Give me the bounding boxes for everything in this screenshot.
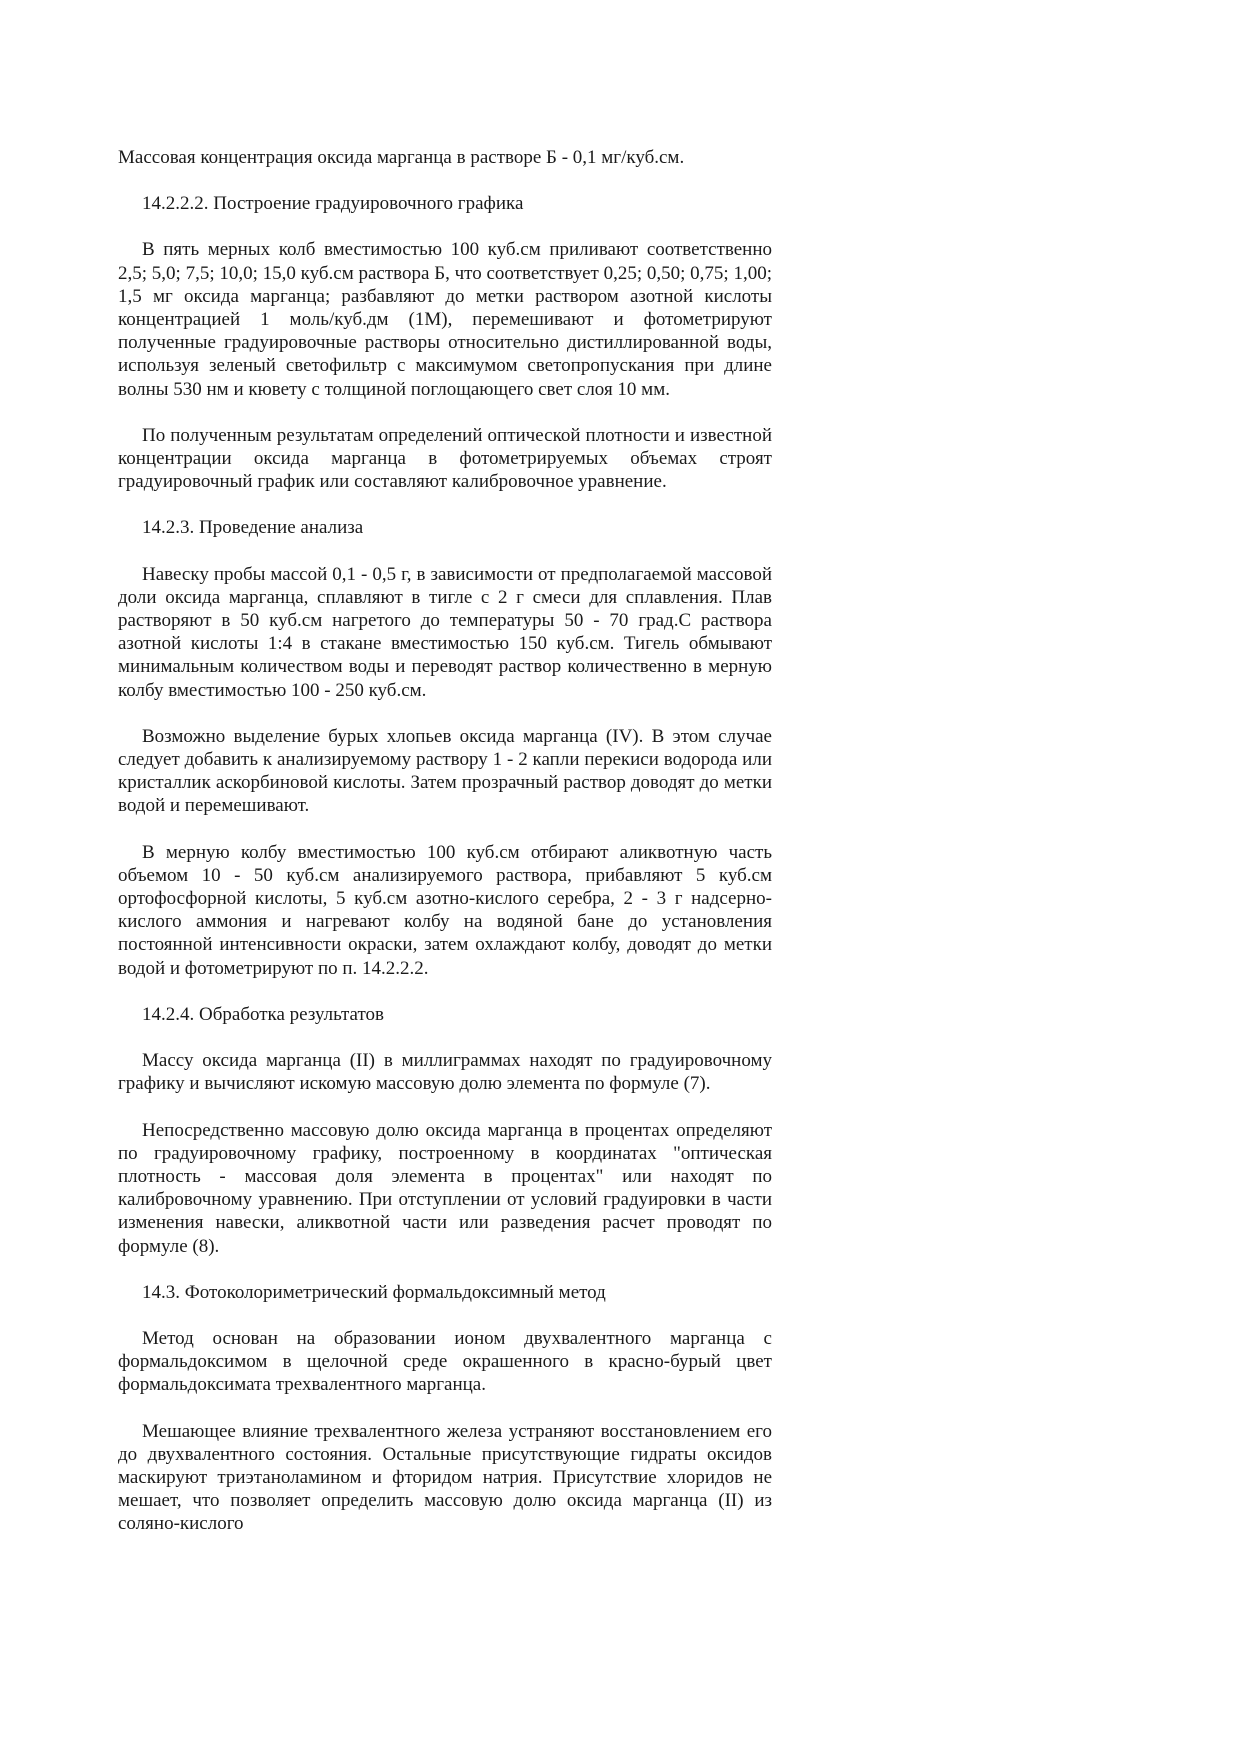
section-heading-14-2-2-2: 14.2.2.2. Построение градуировочного графика [142, 193, 524, 215]
paragraph-interference-removal: Мешающее влияние трехвалентного железа устраняют восстановлением его до двухвалентного состояния. Остальные присутствующие гидраты оксидов маскируют триэтаноламином и фторидом натрия. Присутствие хлоридов не мешает, что позволяет определить массовую долю оксида марганца (II) из соляно-кислого [118, 1420, 772, 1535]
section-heading-14-2-3: 14.2.3. Проведение анализа [142, 517, 364, 539]
document-page [118, 146, 772, 1559]
paragraph-calibration-graph: По полученным результатам определений оптической плотности и известной концентрации оксида марганца в фотометрируемых объемах строят градуировочный график или составляют калибровочное уравнение. [118, 424, 772, 493]
paragraph-direct-mass-fraction: Непосредственно массовую долю оксида марганца в процентах определяют по градуировочному графику, построенному в координатах "оптическая плотность - массовая доля элемента в процентах" или находят по калибровочному уравнению. При отступлении от условий градуировки в части изменения навески, аликвотной части или разведения расчет проводят по формуле (8). [118, 1119, 772, 1257]
paragraph-solution-concentration: Массовая концентрация оксида марганца в растворе Б - 0,1 мг/куб.см. [118, 147, 685, 168]
paragraph-method-principle: Метод основан на образовании ионом двухвалентного марганца с формальдоксимом в щелочной среде окрашенного в красно-бурый цвет формальдоксимата трехвалентного марганца. [118, 1327, 772, 1396]
paragraph-sample-fusion: Навеску пробы массой 0,1 - 0,5 г, в зависимости от предполагаемой массовой доли оксида марганца, сплавляют в тигле с 2 г смеси для сплавления. Плав растворяют в 50 куб.см нагретого до температуры 50 - 70 град.С раствора азотной кислоты 1:4 в стакане вместимостью 150 куб.см. Тигель обмывают минимальным количеством воды и переводят раствор количественно в мерную колбу вместимостью 100 - 250 куб.см. [118, 563, 772, 701]
section-heading-14-3: 14.3. Фотоколориметрический формальдоксимный метод [142, 1281, 606, 1303]
paragraph-aliquot-procedure: В мерную колбу вместимостью 100 куб.см отбирают аликвотную часть объемом 10 - 50 куб.см анализируемого раствора, прибавляют 5 куб.см ортофосфорной кислоты, 5 куб.см азотно-кислого серебра, 2 - 3 г надсерно-кислого аммония и нагревают колбу на водяной бане до установления постоянной интенсивности окраски, затем охлаждают колбу, доводят до метки водой и фотометрируют по п. 14.2.2.2. [118, 841, 772, 979]
paragraph-manganese-flakes: Возможно выделение бурых хлопьев оксида марганца (IV). В этом случае следует добавить к анализируемому раствору 1 - 2 капли перекиси водорода или кристаллик аскорбиновой кислоты. Затем прозрачный раствор доводят до метки водой и перемешивают. [118, 725, 772, 817]
section-heading-14-2-4: 14.2.4. Обработка результатов [142, 1003, 385, 1025]
paragraph-calibration-solutions: В пять мерных колб вместимостью 100 куб.см приливают соответственно 2,5; 5,0; 7,5; 10,0; 15,0 куб.см раствора Б, что соответствует 0,25; 0,50; 0,75; 1,00; 1,5 мг оксида марганца; разбавляют до метки раствором азотной кислоты концентрацией 1 моль/куб.дм (1М), перемешивают и фотометрируют полученные градуировочные растворы относительно дистиллированной воды, используя зеленый светофильтр с максимумом светопропускания при длине волны 530 нм и кювету с толщиной поглощающего свет слоя 10 мм. [118, 239, 772, 400]
paragraph-mass-determination: Массу оксида марганца (II) в миллиграммах находят по градуировочному графику и вычисляют искомую массовую долю элемента по формуле (7). [118, 1050, 772, 1095]
